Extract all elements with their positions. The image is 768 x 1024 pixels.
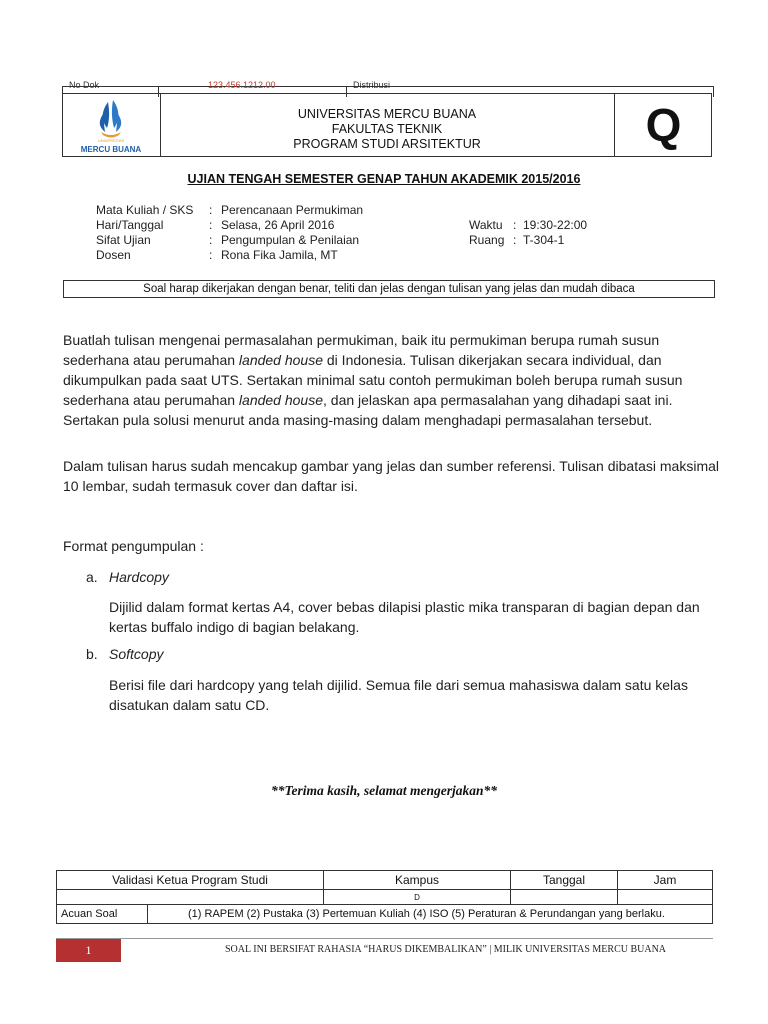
document-header — [62, 93, 712, 157]
info-value: Rona Fika Jamila, MT — [221, 248, 338, 262]
reference-value: (1) RAPEM (2) Pustaka (3) Pertemuan Kuliah (4) ISO (5) Peraturan & Perundangan yang berlaku. — [148, 905, 713, 924]
item-marker: b. — [86, 646, 98, 662]
form-code: Q — [614, 94, 712, 156]
item-desc-softcopy: Berisi file dari hardcopy yang telah dijilid. Semua file dari semua mahasiswa dalam satu kelas disatukan dalam satu CD. — [109, 677, 688, 713]
mercu-buana-logo-icon — [63, 94, 160, 156]
distribution-label: Distribusi — [353, 80, 391, 90]
info-value: Pengumpulan & Penilaian — [221, 233, 360, 247]
confidentiality-footer: SOAL INI BERSIFAT RAHASIA “HARUS DIKEMBALIKAN” | MILIK UNIVERSITAS MERCU BUANA — [225, 944, 667, 955]
time-header: Jam — [618, 871, 713, 890]
question-paragraph: Buatlah tulisan mengenai permasalahan permukiman, baik itu permukiman berupa rumah susun sederhana atau perumahan landed house di Indonesia. Tulisan dikerjakan secara individual, dan dikumpulkan pada saat UTS. Sertakan minimal satu contoh permukiman boleh berupa rumah susun sederhana atau perumahan landed house, dan jelaskan apa permasalahan yang dihadapi saat ini. Sertakan pula solusi menurut anda masing-masing dalam menghadapi permasalahan tersebut. — [63, 332, 683, 428]
date-header: Tanggal — [511, 871, 618, 890]
item-marker: a. — [86, 569, 98, 585]
campus-value: D — [324, 890, 511, 905]
doc-number-label: No Dok — [69, 80, 100, 90]
info-label: Dosen — [96, 248, 131, 262]
requirements-paragraph: Dalam tulisan harus sudah mencakup gambar yang jelas dan sumber referensi. Tulisan dibatasi maksimal 10 lembar, sudah termasuk cover dan daftar isi. — [63, 458, 719, 494]
footer-divider — [56, 938, 713, 939]
time-cell — [618, 890, 713, 905]
info-label: Hari/Tanggal — [96, 218, 164, 232]
doc-number-value: 123.456.1212.00 — [208, 80, 276, 90]
university-name: UNIVERSITAS MERCU BUANA — [297, 107, 477, 121]
item-title-softcopy: Softcopy — [109, 646, 164, 662]
validation-table — [56, 870, 713, 924]
university-logo — [63, 94, 161, 156]
italic-term: landed house — [238, 392, 323, 408]
time-label: Waktu — [469, 218, 503, 232]
exam-info: Mata Kuliah / SKS : Perencanaan Permukiman Hari/Tanggal : Selasa, 26 April 2016 Waktu : 19:30-22:00 Sifat Ujian : Pengumpulan & Penilaian Ruang : T-304-1 Dosen : Rona Fika Jamila, MT — [96, 203, 588, 262]
info-value: Perencanaan Permukiman — [221, 203, 364, 217]
item-desc-hardcopy: Dijilid dalam format kertas A4, cover bebas dilapisi plastic mika transparan di bagian depan dan kertas buffalo indigo di bagian belakang. — [109, 599, 700, 635]
info-label: Mata Kuliah / SKS — [96, 203, 194, 217]
campus-header: Kampus — [324, 871, 511, 890]
format-title: Format pengumpulan : — [63, 538, 204, 554]
reference-label: Acuan Soal — [57, 905, 148, 924]
page-number: 1 — [56, 939, 121, 962]
info-value: Selasa, 26 April 2016 — [221, 218, 335, 232]
faculty-name: FAKULTAS TEKNIK — [331, 122, 443, 136]
time-value: 19:30-22:00 — [523, 218, 588, 232]
room-value: T-304-1 — [523, 233, 565, 247]
italic-term: landed house — [238, 352, 323, 368]
info-label: Sifat Ujian — [96, 233, 151, 247]
closing-message: **Terima kasih, selamat mengerjakan** — [270, 783, 498, 798]
validation-cell — [57, 890, 324, 905]
exam-title: UJIAN TENGAH SEMESTER GENAP TAHUN AKADEMIK 2015/2016 — [187, 172, 581, 186]
item-title-hardcopy: Hardcopy — [109, 569, 169, 585]
date-cell — [511, 890, 618, 905]
institution-block — [161, 94, 613, 156]
program-name: PROGRAM STUDI ARSITEKTUR — [293, 137, 481, 151]
logo-caption: MERCU BUANA — [80, 145, 142, 154]
room-label: Ruang — [469, 233, 505, 247]
logo-caption-small: UNIVERSITAS — [97, 138, 125, 143]
validation-header: Validasi Ketua Program Studi — [57, 871, 324, 890]
instruction-notice: Soal harap dikerjakan dengan benar, teliti dan jelas dengan tulisan yang jelas dan mudah dibaca — [63, 280, 715, 298]
